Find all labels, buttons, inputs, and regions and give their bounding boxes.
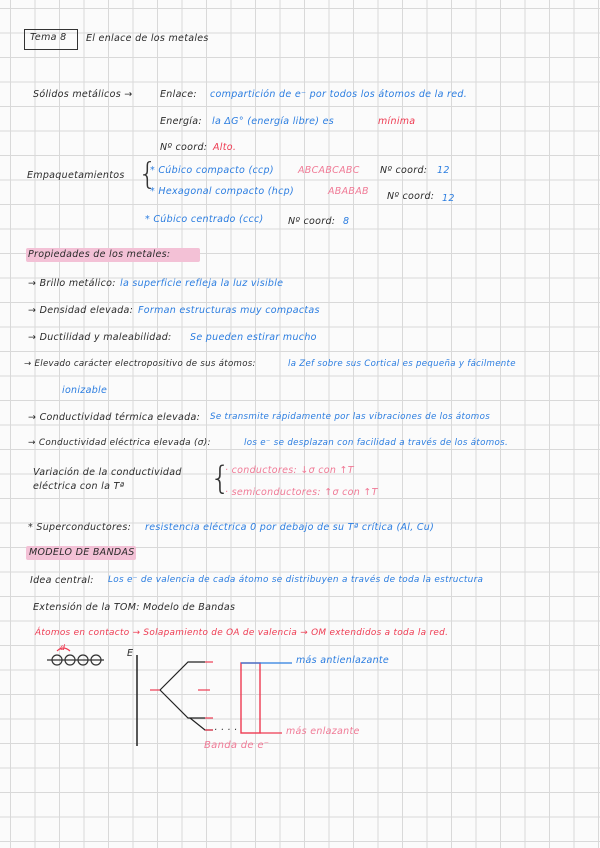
empaquetamientos-brace: { — [138, 157, 158, 192]
antienlazante-label: más antienlazante — [296, 655, 390, 666]
prop-value-2: Se pueden estirar mucho — [190, 332, 317, 343]
variacion-label-2: eléctrica con la Tª — [33, 481, 125, 492]
energia-highlight: mínima — [378, 116, 416, 127]
prop-label-6: → Conductividad eléctrica elevada (σ): — [28, 438, 211, 448]
prop-label-2: → Ductilidad y maleabilidad: — [28, 332, 172, 343]
idea-value: Los e⁻ de valencia de cada átomo se distribuyen a través de toda la estructura — [108, 575, 484, 585]
variacion-label-1: Variación de la conductividad — [33, 467, 182, 478]
hcp-sequence: ABABAB — [328, 186, 369, 197]
idea-label: Idea central: — [30, 575, 94, 586]
ccp-coord-value: 12 — [437, 165, 450, 176]
empaquetamientos-label: Empaquetamientos — [27, 170, 125, 181]
dots: · · · · — [214, 725, 238, 736]
prop-value-0: la superficie refleja la luz visible — [120, 278, 284, 289]
energy-label: E — [127, 648, 134, 659]
modelo-heading: MODELO DE BANDAS — [29, 547, 135, 558]
ncoord-value: Alto. — [213, 142, 237, 153]
ccc-coord-value: 8 — [343, 216, 350, 227]
ccp-sequence: ABCABCABC — [298, 165, 360, 176]
ccc-coord-label: Nº coord: — [288, 216, 336, 227]
super-value: resistencia eléctrica 0 por debajo de su Tª crítica (Al, Cu) — [145, 522, 435, 533]
page-title: El enlace de los metales — [86, 33, 209, 44]
extension-line: Extensión de la TOM: Modelo de Bandas — [33, 602, 236, 613]
ncoord-label: Nº coord: — [160, 142, 208, 153]
prop-label-3: → Elevado carácter electropositivo de sus átomos: — [24, 359, 256, 369]
propiedades-heading: Propiedades de los metales: — [28, 249, 171, 260]
semiconductores: · semiconductores: ↑σ con ↑T — [225, 487, 378, 498]
enlace-label: Enlace: — [160, 89, 197, 100]
prop-label-5: → Conductividad térmica elevada: — [28, 412, 201, 423]
prop-value-4: ionizable — [62, 385, 108, 396]
hcp-coord-label: Nº coord: — [387, 191, 435, 202]
ccp-coord-label: Nº coord: — [380, 165, 428, 176]
tema-label: Tema 8 — [30, 32, 67, 43]
atom-chain — [47, 648, 104, 665]
energia-label: Energía: — [160, 116, 202, 127]
hcp-coord-value: 12 — [442, 193, 455, 204]
band-rectangle — [241, 663, 260, 733]
atom-label: d — [60, 643, 66, 652]
ccc-label: * Cúbico centrado (ccc) — [145, 214, 264, 225]
hcp-label: * Hexagonal compacto (hcp) — [150, 186, 294, 197]
ccp-label: * Cúbico compacto (ccp) — [150, 165, 274, 176]
prop-label-1: → Densidad elevada: — [28, 305, 134, 316]
orbital-splitting — [150, 662, 213, 730]
atomos-line: Átomos en contacto → Solapamiento de OA de valencia → OM extendidos a toda la red. — [35, 628, 449, 638]
prop-value-1: Forman estructuras muy compactas — [138, 305, 320, 316]
enlace-value: compartición de e⁻ por todos los átomos de la red. — [210, 89, 468, 100]
solidos-label: Sólidos metálicos → — [33, 89, 133, 100]
super-label: * Superconductores: — [28, 522, 132, 533]
enlazante-label: más enlazante — [286, 726, 360, 737]
variacion-brace: { — [210, 459, 231, 497]
prop-value-3: la Zef sobre sus Cortical es pequeña y fácilmente — [288, 359, 516, 369]
conductores: · conductores: ↓σ con ↑T — [225, 465, 354, 476]
prop-value-6: los e⁻ se desplazan con facilidad a través de los átomos. — [244, 438, 509, 448]
energia-value: la ΔG° (energía libre) es — [212, 116, 335, 127]
prop-label-0: → Brillo metálico: — [28, 278, 116, 289]
prop-value-5: Se transmite rápidamente por las vibraciones de los átomos — [210, 412, 491, 422]
banda-label: Banda de e⁻ — [204, 740, 270, 751]
